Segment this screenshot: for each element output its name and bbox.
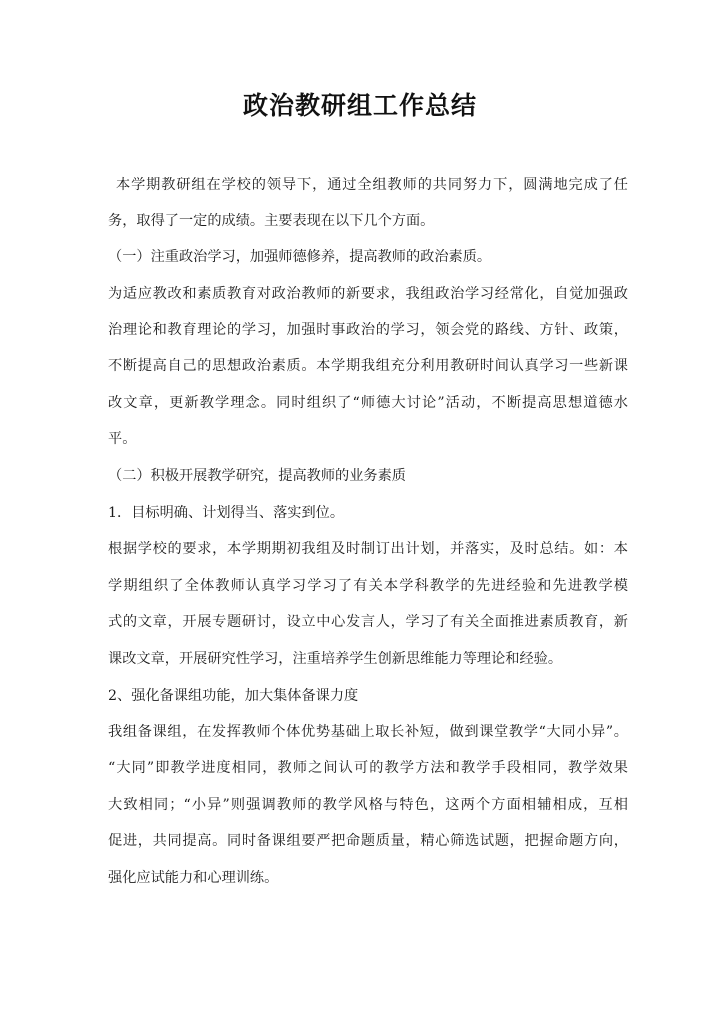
subheading-2: 2、强化备课组功能，加大集体备课力度 — [108, 688, 359, 704]
paragraph-line-11: 根据学校的要求，本学期期初我组及时制订出计划，并落实，及时总结。如：本 — [108, 541, 628, 557]
paragraph-line-5: 治理论和教育理论的学习，加强时事政治的学习，领会党的路线、方针、政策， — [108, 322, 628, 338]
paragraph-line-7: 改文章，更新教学理念。同时组织了“师德大讨论”活动，不断提高思想道德水 — [108, 395, 628, 411]
section-heading-2: （二）积极开展教学研究，提高教师的业务素质 — [108, 468, 406, 484]
paragraph-line-16: 我组备课组，在发挥教师个体优势基础上取长补短，做到课堂教学“大同小异”。 — [108, 724, 628, 740]
paragraph-line-6: 不断提高自己的思想政治素质。本学期我组充分利用教研时间认真学习一些新课 — [108, 358, 628, 374]
paragraph-line-13: 式的文章，开展专题研讨，设立中心发言人，学习了有关全面推进素质教育，新 — [108, 614, 628, 630]
paragraph-line-19: 促进，共同提高。同时备课组要严把命题质量，精心筛选试题，把握命题方向， — [108, 833, 628, 849]
document-title: 政治教研组工作总结 — [242, 91, 477, 120]
paragraph-line-14: 课改文章，开展研究性学习，注重培养学生创新思维能力等理论和经验。 — [108, 651, 563, 667]
paragraph-line-12: 学期组织了全体教师认真学习学习了有关本学科教学的先进经验和先进教学模 — [108, 578, 628, 594]
paragraph-line-1: 本学期教研组在学校的领导下，通过全组教师的共同努力下，圆满地完成了任 — [116, 177, 628, 193]
section-heading-1: （一）注重政治学习，加强师德修养，提高教师的政治素质。 — [108, 249, 492, 265]
paragraph-line-17: “大同”即教学进度相同，教师之间认可的教学方法和教学手段相同，教学效果 — [108, 760, 628, 776]
paragraph-line-8: 平。 — [108, 431, 137, 447]
paragraph-line-20: 强化应试能力和心理训练。 — [108, 870, 279, 886]
paragraph-line-18: 大致相同；“小异”则强调教师的教学风格与特色，这两个方面相辅相成，互相 — [108, 797, 628, 813]
paragraph-line-2: 务，取得了一定的成绩。主要表现在以下几个方面。 — [108, 213, 435, 229]
paragraph-line-4: 为适应教改和素质教育对政治教师的新要求，我组政治学习经常化，自觉加强政 — [108, 286, 628, 302]
subheading-1: 1．目标明确、计划得当、落实到位。 — [108, 505, 345, 521]
